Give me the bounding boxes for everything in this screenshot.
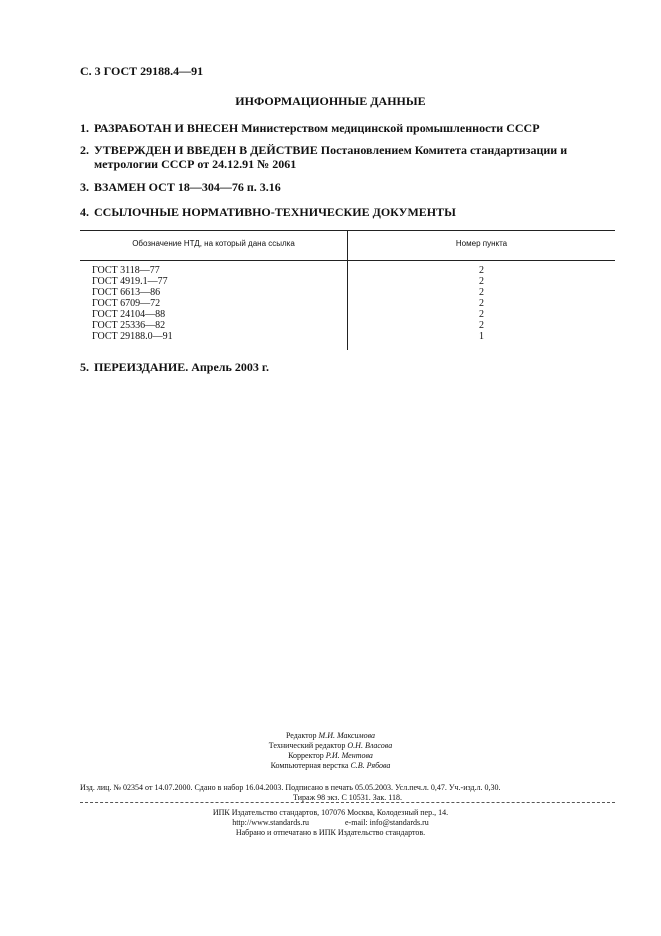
table-row bbox=[80, 265, 615, 276]
document-cell: ГОСТ 4919.1—77 bbox=[92, 276, 168, 287]
item-text: ВЗАМЕН ОСТ 18—304—76 п. 3.16 bbox=[94, 180, 281, 194]
column-header-point: Номер пункта bbox=[455, 239, 508, 248]
table-row bbox=[80, 298, 615, 309]
table-row bbox=[80, 320, 615, 331]
item-text: УТВЕРЖДЕН И ВВЕДЕН В ДЕЙСТВИЕ Постановлением Комитета стандартизации и метрологии СССР от 24.12.91 № 2061 bbox=[94, 143, 568, 171]
corrector-line bbox=[0, 751, 661, 761]
item-number: 1. bbox=[80, 121, 89, 135]
point-cell: 2 bbox=[479, 265, 484, 276]
page-header: С. 3 ГОСТ 29188.4—91 bbox=[80, 64, 204, 78]
info-item-3 bbox=[80, 180, 620, 194]
item-number: 3. bbox=[80, 180, 89, 194]
point-cell: 2 bbox=[479, 320, 484, 331]
table-row bbox=[80, 331, 615, 342]
point-cell: 2 bbox=[479, 298, 484, 309]
point-cell: 2 bbox=[479, 309, 484, 320]
document-cell: ГОСТ 6613—86 bbox=[92, 287, 161, 298]
table-body bbox=[80, 265, 615, 342]
item-text: РАЗРАБОТАН И ВНЕСЕН Министерством медицинской промышленности СССР bbox=[94, 121, 540, 135]
point-cell: 2 bbox=[479, 287, 484, 298]
editor-line bbox=[0, 731, 661, 741]
tech-editor-name: О.Н. Власова bbox=[347, 741, 393, 750]
document-cell: ГОСТ 29188.0—91 bbox=[92, 331, 173, 342]
corrector-label: Корректор bbox=[288, 751, 324, 760]
document-cell: ГОСТ 6709—72 bbox=[92, 298, 161, 309]
table-row bbox=[80, 276, 615, 287]
publication-details: Изд. лиц. № 02354 от 14.07.2000. Сдано в набор 16.04.2003. Подписано в печать 05.05.2003. Усл.печ.л. 0,47. Уч.-изд.л. 0,30. bbox=[80, 783, 501, 792]
tech-editor-line bbox=[0, 741, 661, 751]
publisher-footer bbox=[0, 808, 661, 838]
website-link: http://www.standards.ru bbox=[232, 818, 309, 827]
footer-divider bbox=[80, 802, 615, 803]
point-cell: 2 bbox=[479, 276, 484, 287]
layout-name: С.В. Рябова bbox=[350, 761, 391, 770]
print-run: Тираж 98 экз. С 10531. Зак. 118. bbox=[293, 793, 402, 802]
document-cell: ГОСТ 3118—77 bbox=[92, 265, 160, 276]
imprint-credits bbox=[0, 731, 661, 771]
document-cell: ГОСТ 25336—82 bbox=[92, 320, 166, 331]
email-link: e-mail: info@standards.ru bbox=[345, 818, 429, 827]
info-item-4 bbox=[80, 205, 620, 219]
contact-line bbox=[0, 818, 661, 828]
info-item-1 bbox=[80, 121, 620, 135]
document-cell: ГОСТ 24104—88 bbox=[92, 309, 166, 320]
printed-note: Набрано и отпечатано в ИПК Издательство стандартов. bbox=[235, 828, 426, 837]
item-text: ССЫЛОЧНЫЕ НОРМАТИВНО-ТЕХНИЧЕСКИЕ ДОКУМЕНТЫ bbox=[94, 205, 456, 219]
layout-line bbox=[0, 761, 661, 771]
editor-label: Редактор bbox=[285, 731, 317, 740]
info-item-2 bbox=[80, 143, 620, 171]
item-number: 2. bbox=[80, 143, 89, 157]
publisher-address: ИПК Издательство стандартов, 107076 Москва, Колодезный пер., 14. bbox=[212, 808, 449, 817]
layout-label: Компьютерная верстка bbox=[270, 761, 349, 770]
editor-name: М.И. Максимова bbox=[318, 731, 376, 740]
item-text: ПЕРЕИЗДАНИЕ. Апрель 2003 г. bbox=[94, 360, 269, 374]
info-item-5 bbox=[80, 360, 620, 374]
table-row bbox=[80, 287, 615, 298]
corrector-name: Р.И. Ментова bbox=[325, 751, 373, 760]
table-row bbox=[80, 309, 615, 320]
section-title: ИНФОРМАЦИОННЫЕ ДАННЫЕ bbox=[235, 94, 426, 108]
item-number: 5. bbox=[80, 360, 89, 374]
point-cell: 1 bbox=[479, 331, 484, 342]
tech-editor-label: Технический редактор bbox=[268, 741, 346, 750]
column-header-document: Обозначение НТД, на который дана ссылка bbox=[132, 239, 295, 248]
item-number: 4. bbox=[80, 205, 89, 219]
publication-info bbox=[80, 783, 615, 803]
reference-documents-table bbox=[80, 230, 615, 350]
